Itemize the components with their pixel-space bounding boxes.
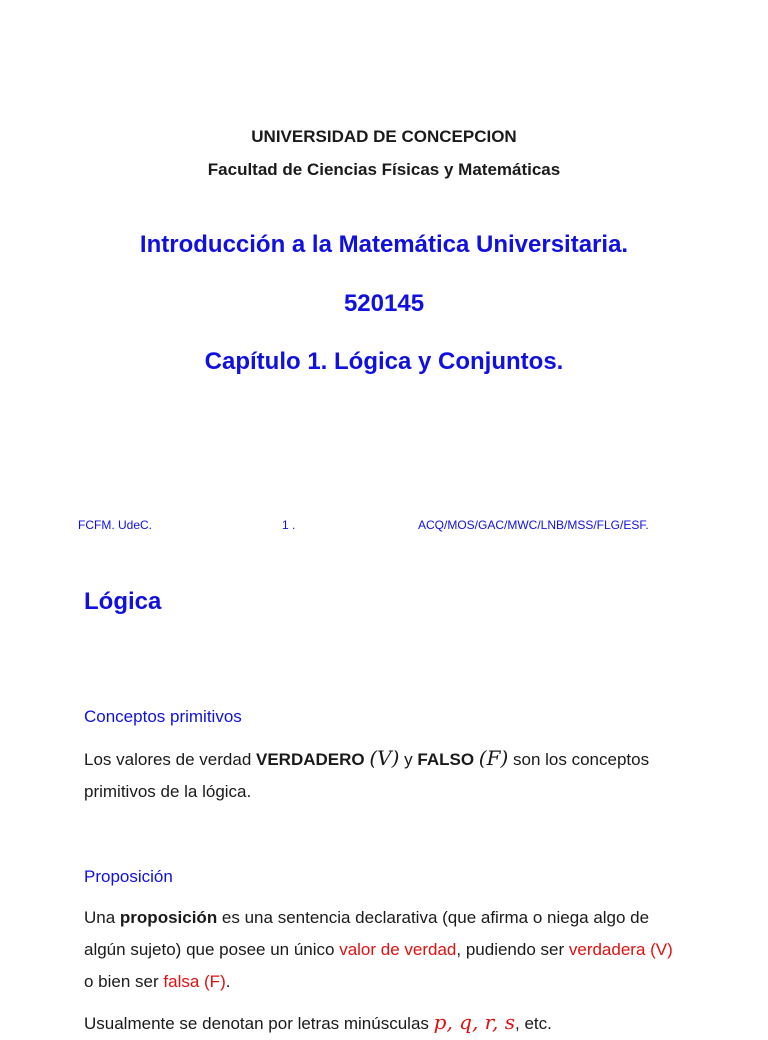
bold-term: proposición [119,908,218,927]
course-title: Introducción a la Matemática Universitaria. [139,231,629,258]
highlight-term: verdadera (V) [568,940,673,959]
math-symbol: (V) [369,746,400,770]
text: es una sentencia declarativa (que afirma o niega algo de algún sujeto) que posee un único [84,908,650,959]
subsection-heading-proposicion: Proposición [84,867,173,886]
text: , etc. [515,1014,552,1033]
section-title: Lógica [84,588,162,615]
footer-institution: FCFM. UdeC. [78,518,153,532]
highlight-term: valor de verdad [339,940,457,959]
text: Usualmente se denotan por letras minúsculas [84,1014,434,1033]
text: o bien ser [84,972,164,991]
text: Una [84,908,120,927]
paragraph-proposicion [84,902,684,998]
paragraph-notation [84,1006,684,1040]
subsection-heading-conceptos: Conceptos primitivos [84,707,242,726]
chapter-title: Capítulo 1. Lógica y Conjuntos. [204,348,564,375]
faculty-name: Facultad de Ciencias Físicas y Matemáticas [207,160,561,179]
highlight-term: falsa (F) [163,972,226,991]
university-name: UNIVERSIDAD DE CONCEPCION [251,127,517,146]
bold-term: VERDADERO [256,750,365,769]
course-code: 520145 [343,290,425,317]
text: , pudiendo ser [456,940,569,959]
text: son los conceptos primitivos de la lógica. [84,750,650,801]
math-symbol: (F) [478,746,509,770]
text: . [225,972,231,991]
bold-term: FALSO [417,750,475,769]
text: Los valores de verdad [84,750,256,769]
math-symbol: p, q, r, s [433,1010,516,1034]
text: y [399,750,418,769]
footer-authors: ACQ/MOS/GAC/MWC/LNB/MSS/FLG/ESF. [418,518,649,532]
footer-page-number: 1 . [282,518,296,532]
paragraph-conceptos [84,742,684,808]
